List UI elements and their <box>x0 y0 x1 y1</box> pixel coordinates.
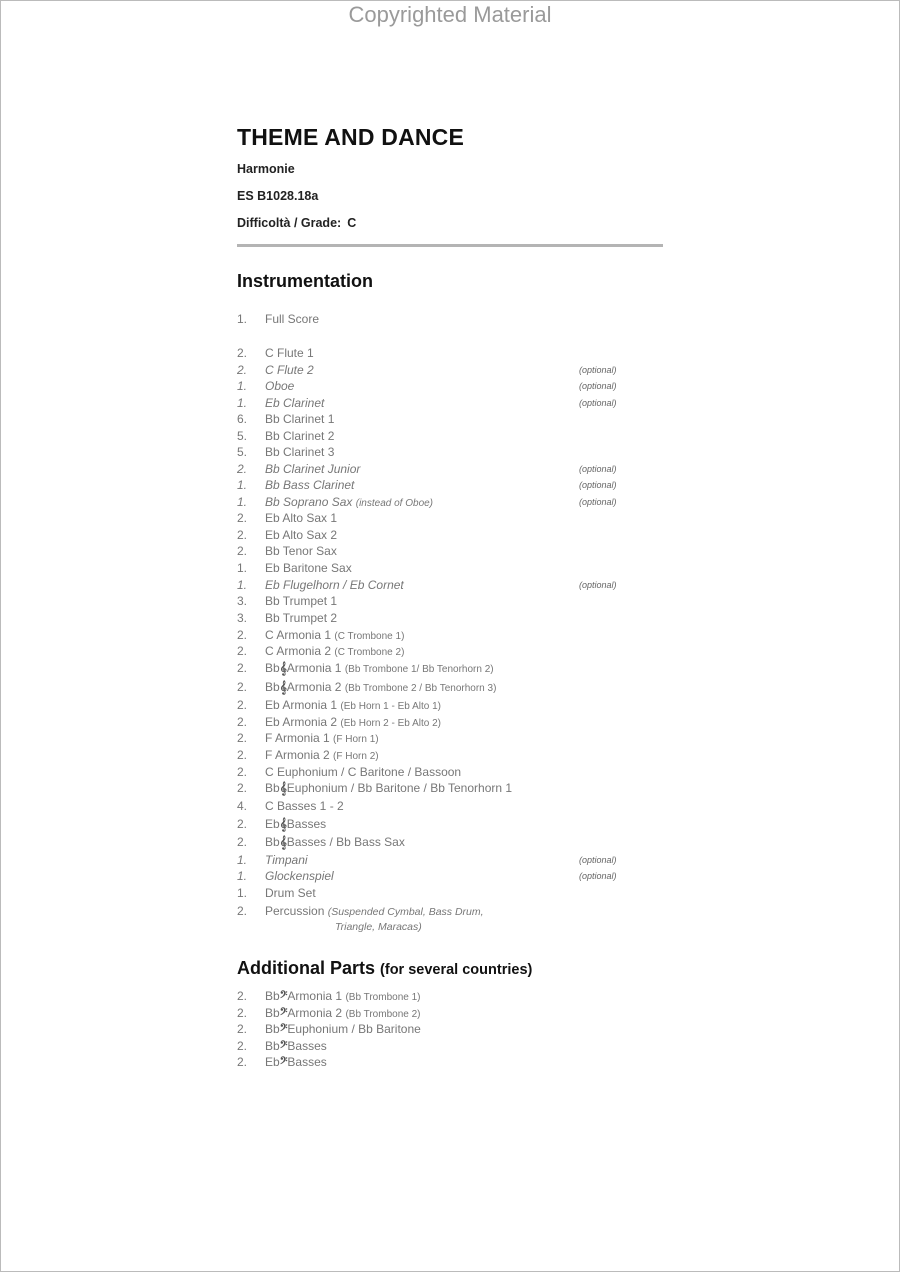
instrument-note: (C Trombone 2) <box>334 647 405 658</box>
instrument-name <box>265 462 360 476</box>
part-count: 4. <box>237 799 248 813</box>
part-count: 1. <box>237 495 248 509</box>
optional-tag: (optional) <box>579 381 617 391</box>
part-count: 3. <box>237 611 248 625</box>
instrument-name <box>265 781 512 796</box>
instrument-label: C Flute 1 <box>265 346 314 360</box>
instrument-label: Eb Clarinet <box>265 396 325 410</box>
catalog-number: ES B1028.18a <box>237 189 319 203</box>
instrument-name <box>265 429 334 443</box>
part-count: 5. <box>237 429 248 443</box>
instrument-name <box>265 578 404 592</box>
instrument-name <box>265 817 326 832</box>
grade-line <box>237 216 356 230</box>
instrument-label: Bb Trumpet 1 <box>265 594 338 608</box>
instrument-name <box>265 611 337 625</box>
part-count: 5. <box>237 445 248 459</box>
optional-tag: (optional) <box>579 365 617 375</box>
part-count: 2. <box>237 748 248 762</box>
instrument-label: Armonia 2 <box>286 680 342 694</box>
optional-tag: (optional) <box>579 464 617 474</box>
treble-clef-icon: 𝄞 <box>279 781 287 795</box>
instrument-name <box>265 511 337 525</box>
instrument-label: Armonia 2 <box>287 1006 343 1020</box>
instrument-name <box>265 312 319 326</box>
treble-clef-icon: 𝄞 <box>279 817 287 831</box>
instrument-key: Bb <box>265 680 280 694</box>
instrument-label: Eb Armonia 1 <box>265 698 338 712</box>
instrument-name <box>265 680 496 695</box>
instrument-name <box>265 396 324 410</box>
instrument-note: (Suspended Cymbal, Bass Drum, <box>327 906 484 918</box>
optional-tag: (optional) <box>579 480 617 490</box>
part-count: 2. <box>237 817 248 831</box>
instrument-label: Bb Bass Clarinet <box>265 478 355 492</box>
part-count: 6. <box>237 412 248 426</box>
part-count: 2. <box>237 346 248 360</box>
instrument-name <box>265 1055 327 1070</box>
part-count: 2. <box>237 644 248 658</box>
instrument-label: Eb Armonia 2 <box>265 715 338 729</box>
treble-clef-icon: 𝄞 <box>279 661 287 675</box>
part-count: 2. <box>237 363 248 377</box>
part-count: 1. <box>237 886 248 900</box>
treble-clef-icon: 𝄞 <box>279 680 287 694</box>
optional-tag: (optional) <box>579 398 617 408</box>
part-count: 2. <box>237 835 248 849</box>
part-count: 2. <box>237 462 248 476</box>
part-count: 2. <box>237 765 248 779</box>
instrument-note: (Bb Trombone 1/ Bb Tenorhorn 2) <box>344 664 494 675</box>
instrument-name <box>265 835 405 850</box>
part-count: 2. <box>237 680 248 694</box>
grade-value: C <box>347 216 357 230</box>
bass-clef-icon: 𝄢 <box>279 989 288 1003</box>
optional-tag: (optional) <box>579 497 617 507</box>
instrument-name <box>265 363 314 377</box>
part-count: 2. <box>237 1039 248 1053</box>
instrument-label: Basses <box>287 1039 327 1053</box>
instrument-key: Eb <box>265 1055 280 1069</box>
instrument-label: Bb Clarinet Junior <box>265 462 361 476</box>
instrument-label: Basses <box>287 1055 327 1069</box>
part-count: 2. <box>237 781 248 795</box>
instrument-label: F Armonia 1 <box>265 731 330 745</box>
instrument-label: C Euphonium / C Baritone / Bassoon <box>265 765 462 779</box>
instrument-label: Euphonium / Bb Baritone <box>287 1022 421 1036</box>
instrument-name <box>265 346 314 360</box>
instrument-name <box>265 379 294 393</box>
part-count: 2. <box>237 698 248 712</box>
part-count: 1. <box>237 869 248 883</box>
instrument-name <box>265 731 379 745</box>
instrument-label: Full Score <box>265 312 320 326</box>
part-count: 2. <box>237 989 248 1003</box>
instrument-label: C Basses 1 - 2 <box>265 799 344 813</box>
instrumentation-heading: Instrumentation <box>237 271 374 291</box>
instrument-label: Bb Trumpet 2 <box>265 611 338 625</box>
instrument-label: C Armonia 1 <box>265 628 332 642</box>
part-count: 1. <box>237 478 248 492</box>
header-divider <box>237 244 663 247</box>
instrument-label: Bb Clarinet 1 <box>265 412 335 426</box>
instrument-name <box>265 495 433 509</box>
instrument-name <box>265 628 404 642</box>
instrument-name <box>265 853 308 867</box>
part-count: 2. <box>237 1006 248 1020</box>
part-count: 3. <box>237 594 248 608</box>
instrument-name <box>265 478 354 492</box>
part-count: 2. <box>237 528 248 542</box>
instrument-name <box>265 594 337 608</box>
instrument-name <box>265 904 484 918</box>
treble-clef-icon: 𝄞 <box>279 835 287 849</box>
instrument-name <box>265 1006 421 1021</box>
instrument-label: Bb Soprano Sax <box>265 495 353 509</box>
bass-clef-icon: 𝄢 <box>279 1006 288 1020</box>
instrument-note: (F Horn 2) <box>333 751 379 762</box>
instrument-key: Eb <box>265 817 280 831</box>
instrument-name <box>265 869 334 883</box>
instrument-note: (Eb Horn 1 - Eb Alto 1) <box>340 701 441 712</box>
instrument-label: Percussion <box>265 904 325 918</box>
part-count: 1. <box>237 396 248 410</box>
instrument-label: Armonia 1 <box>287 989 343 1003</box>
instrument-name <box>265 644 404 658</box>
bass-clef-icon: 𝄢 <box>279 1022 288 1036</box>
instrument-note: (instead of Oboe) <box>355 498 434 509</box>
instrument-label: Armonia 1 <box>286 661 342 675</box>
instrument-key: Bb <box>265 781 280 795</box>
instrument-note: (Eb Horn 2 - Eb Alto 2) <box>340 718 441 729</box>
instrument-key: Bb <box>265 661 280 675</box>
instrument-key: Bb <box>265 1006 280 1020</box>
instrument-name <box>265 886 316 900</box>
instrument-name <box>265 412 334 426</box>
instrument-label: Eb Baritone Sax <box>265 561 352 575</box>
instrument-label: Bb Clarinet 3 <box>265 445 335 459</box>
instrument-key: Bb <box>265 1039 280 1053</box>
instrument-name <box>265 661 494 676</box>
instrument-label: Basses <box>286 817 327 831</box>
instrument-name <box>265 544 337 558</box>
part-count: 1. <box>237 561 248 575</box>
part-count: 1. <box>237 379 248 393</box>
part-count: 2. <box>237 1022 248 1036</box>
instrument-label: Eb Alto Sax 2 <box>265 528 338 542</box>
part-count: 2. <box>237 544 248 558</box>
optional-tag: (optional) <box>579 580 617 590</box>
instrument-name <box>265 698 441 712</box>
part-count: 1. <box>237 312 248 326</box>
instrument-name <box>265 445 334 459</box>
instrument-label: F Armonia 2 <box>265 748 330 762</box>
instrument-label: Timpani <box>265 853 308 867</box>
percussion-continuation: Triangle, Maracas) <box>335 921 422 933</box>
instrument-name <box>265 799 344 813</box>
instrument-label: Basses / Bb Bass Sax <box>286 835 405 849</box>
part-count: 2. <box>237 628 248 642</box>
instrument-name <box>265 715 441 729</box>
grade-label: Difficoltà / Grade: <box>237 216 342 230</box>
instrument-label: Eb Flugelhorn / Eb Cornet <box>265 578 404 592</box>
copyright-watermark: Copyrighted Material <box>348 2 552 27</box>
instrument-label: Oboe <box>265 379 295 393</box>
instrument-note: (Bb Trombone 2) <box>345 1009 421 1020</box>
instrument-note: (Bb Trombone 1) <box>345 992 421 1003</box>
instrument-key: Bb <box>265 989 280 1003</box>
optional-tag: (optional) <box>579 855 617 865</box>
part-count: 2. <box>237 731 248 745</box>
part-count: 1. <box>237 853 248 867</box>
part-count: 1. <box>237 578 248 592</box>
additional-parts-title: Additional Parts <box>237 958 376 978</box>
additional-parts-heading <box>237 958 532 979</box>
optional-tag: (optional) <box>579 871 617 881</box>
bass-clef-icon: 𝄢 <box>279 1039 288 1053</box>
instrument-label: Bb Tenor Sax <box>265 544 337 558</box>
instrument-name <box>265 989 421 1004</box>
instrument-name <box>265 1039 327 1054</box>
instrument-key: Bb <box>265 835 280 849</box>
part-count: 2. <box>237 1055 248 1069</box>
instrument-label: Bb Clarinet 2 <box>265 429 335 443</box>
instrument-label: Eb Alto Sax 1 <box>265 511 338 525</box>
instrument-note: (C Trombone 1) <box>334 631 405 642</box>
instrument-note: (Bb Trombone 2 / Bb Tenorhorn 3) <box>344 683 497 694</box>
instrument-label: C Armonia 2 <box>265 644 332 658</box>
instrument-name <box>265 561 352 575</box>
category-label: Harmonie <box>237 162 295 176</box>
instrument-name <box>265 765 461 779</box>
part-count: 2. <box>237 904 248 918</box>
part-count: 2. <box>237 715 248 729</box>
part-count: 2. <box>237 511 248 525</box>
instrument-name <box>265 1022 421 1037</box>
bass-clef-icon: 𝄢 <box>279 1055 288 1069</box>
instrument-label: C Flute 2 <box>265 363 314 377</box>
instrument-key: Bb <box>265 1022 280 1036</box>
additional-parts-subtitle: (for several countries) <box>380 962 533 978</box>
page-title: THEME AND DANCE <box>237 124 465 150</box>
instrument-label: Drum Set <box>265 886 316 900</box>
instrument-name <box>265 748 379 762</box>
instrument-note: (F Horn 1) <box>333 734 379 745</box>
instrument-label: Glockenspiel <box>265 869 334 883</box>
part-count: 2. <box>237 661 248 675</box>
instrument-label: Euphonium / Bb Baritone / Bb Tenorhorn 1 <box>286 781 513 795</box>
instrument-name <box>265 528 337 542</box>
